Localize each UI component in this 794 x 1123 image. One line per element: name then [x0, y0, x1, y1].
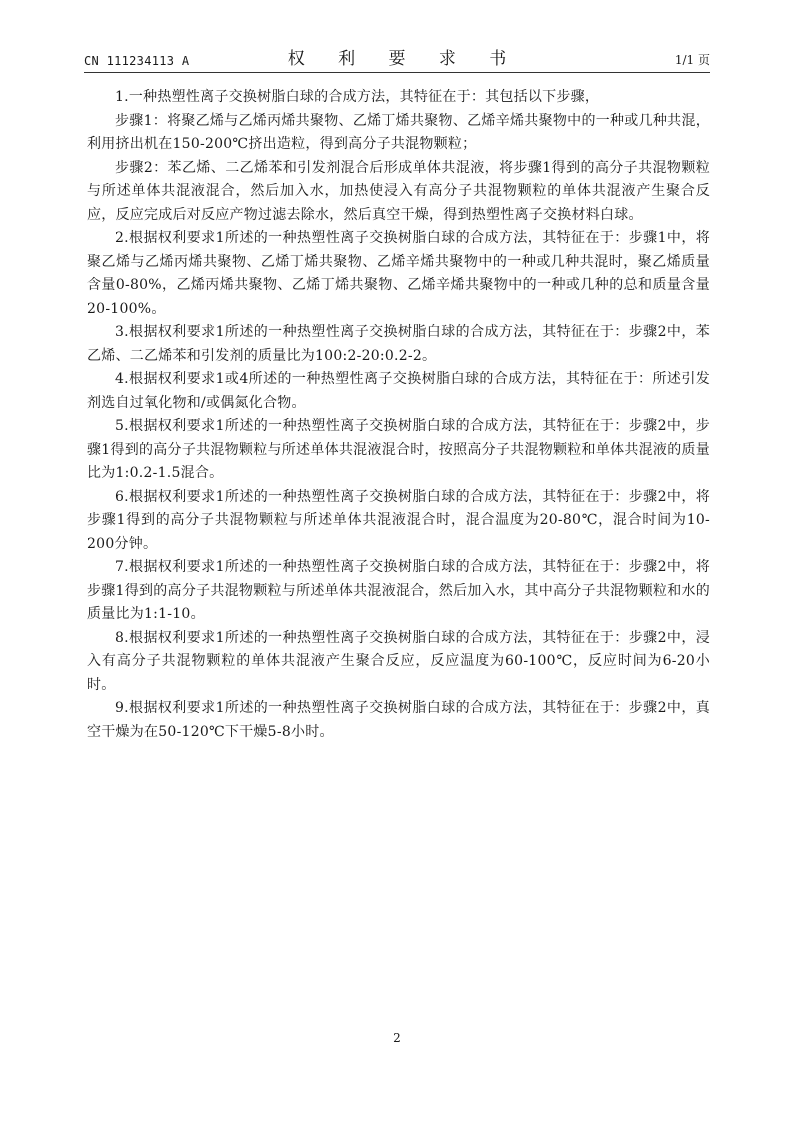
claim-paragraph: 7.根据权利要求1所述的一种热塑性离子交换树脂白球的合成方法，其特征在于：步骤2中，将步骤1得到的高分子共混物颗粒与所述单体共混液混合，然后加入水，其中高分子共混物颗粒和水的质量比为1:1-10。	[87, 559, 710, 622]
claim-paragraph: 2.根据权利要求1所述的一种热塑性离子交换树脂白球的合成方法，其特征在于：步骤1中，将聚乙烯与乙烯丙烯共聚物、乙烯丁烯共聚物、乙烯辛烯共聚物中的一种或几种共混时，聚乙烯质量含量0-80%，乙烯丙烯共聚物、乙烯丁烯共聚物、乙烯辛烯共聚物中的一种或几种的总和质量含量20-100%。	[87, 230, 710, 317]
header-divider	[84, 72, 710, 73]
claim-paragraph: 5.根据权利要求1所述的一种热塑性离子交换树脂白球的合成方法，其特征在于：步骤2中，步骤1得到的高分子共混物颗粒与所述单体共混液混合时，按照高分子共混物颗粒和单体共混液的质量比为1:0.2-1.5混合。	[87, 418, 710, 481]
publication-number: CN 111234113 A	[84, 54, 190, 68]
page-number: 2	[393, 1031, 401, 1045]
claim-paragraph: 3.根据权利要求1所述的一种热塑性离子交换树脂白球的合成方法，其特征在于：步骤2中，苯乙烯、二乙烯苯和引发剂的质量比为100:2-20:0.2-2。	[87, 324, 710, 364]
claim-paragraph: 8.根据权利要求1所述的一种热塑性离子交换树脂白球的合成方法，其特征在于：步骤2中，浸入有高分子共混物颗粒的单体共混液产生聚合反应，反应温度为60-100℃，反应时间为6-20小时。	[87, 629, 710, 693]
claim-paragraph: 步骤2：苯乙烯、二乙烯苯和引发剂混合后形成单体共混液，将步骤1得到的高分子共混物颗粒与所述单体共混液混合，然后加入水，加热使浸入有高分子共混物颗粒的单体共混液产生聚合反应，反应完成后对反应产物过滤去除水，然后真空干燥，得到热塑性离子交换材料白球。	[87, 159, 710, 223]
document-title: 权 利 要 求 书	[287, 49, 521, 69]
page-indicator: 1/1 页	[674, 53, 710, 67]
page-header	[84, 46, 710, 72]
claim-paragraph: 4.根据权利要求1或4所述的一种热塑性离子交换树脂白球的合成方法，其特征在于：所述引发剂选自过氧化物和/或偶氮化合物。	[87, 371, 710, 411]
claim-paragraph: 步骤1：将聚乙烯与乙烯丙烯共聚物、乙烯丁烯共聚物、乙烯辛烯共聚物中的一种或几种共混，利用挤出机在150-200℃挤出造粒，得到高分子共混物颗粒；	[87, 112, 710, 152]
claim-paragraph: 6.根据权利要求1所述的一种热塑性离子交换树脂白球的合成方法，其特征在于：步骤2中，将步骤1得到的高分子共混物颗粒与所述单体共混液混合时，混合温度为20-80℃，混合时间为10-200分钟。	[87, 488, 710, 552]
claim-paragraph: 1.一种热塑性离子交换树脂白球的合成方法，其特征在于：其包括以下步骤，	[115, 89, 600, 105]
claims-body	[87, 86, 710, 744]
claim-paragraph: 9.根据权利要求1所述的一种热塑性离子交换树脂白球的合成方法，其特征在于：步骤2中，真空干燥为在50-120℃下干燥5-8小时。	[87, 700, 710, 740]
